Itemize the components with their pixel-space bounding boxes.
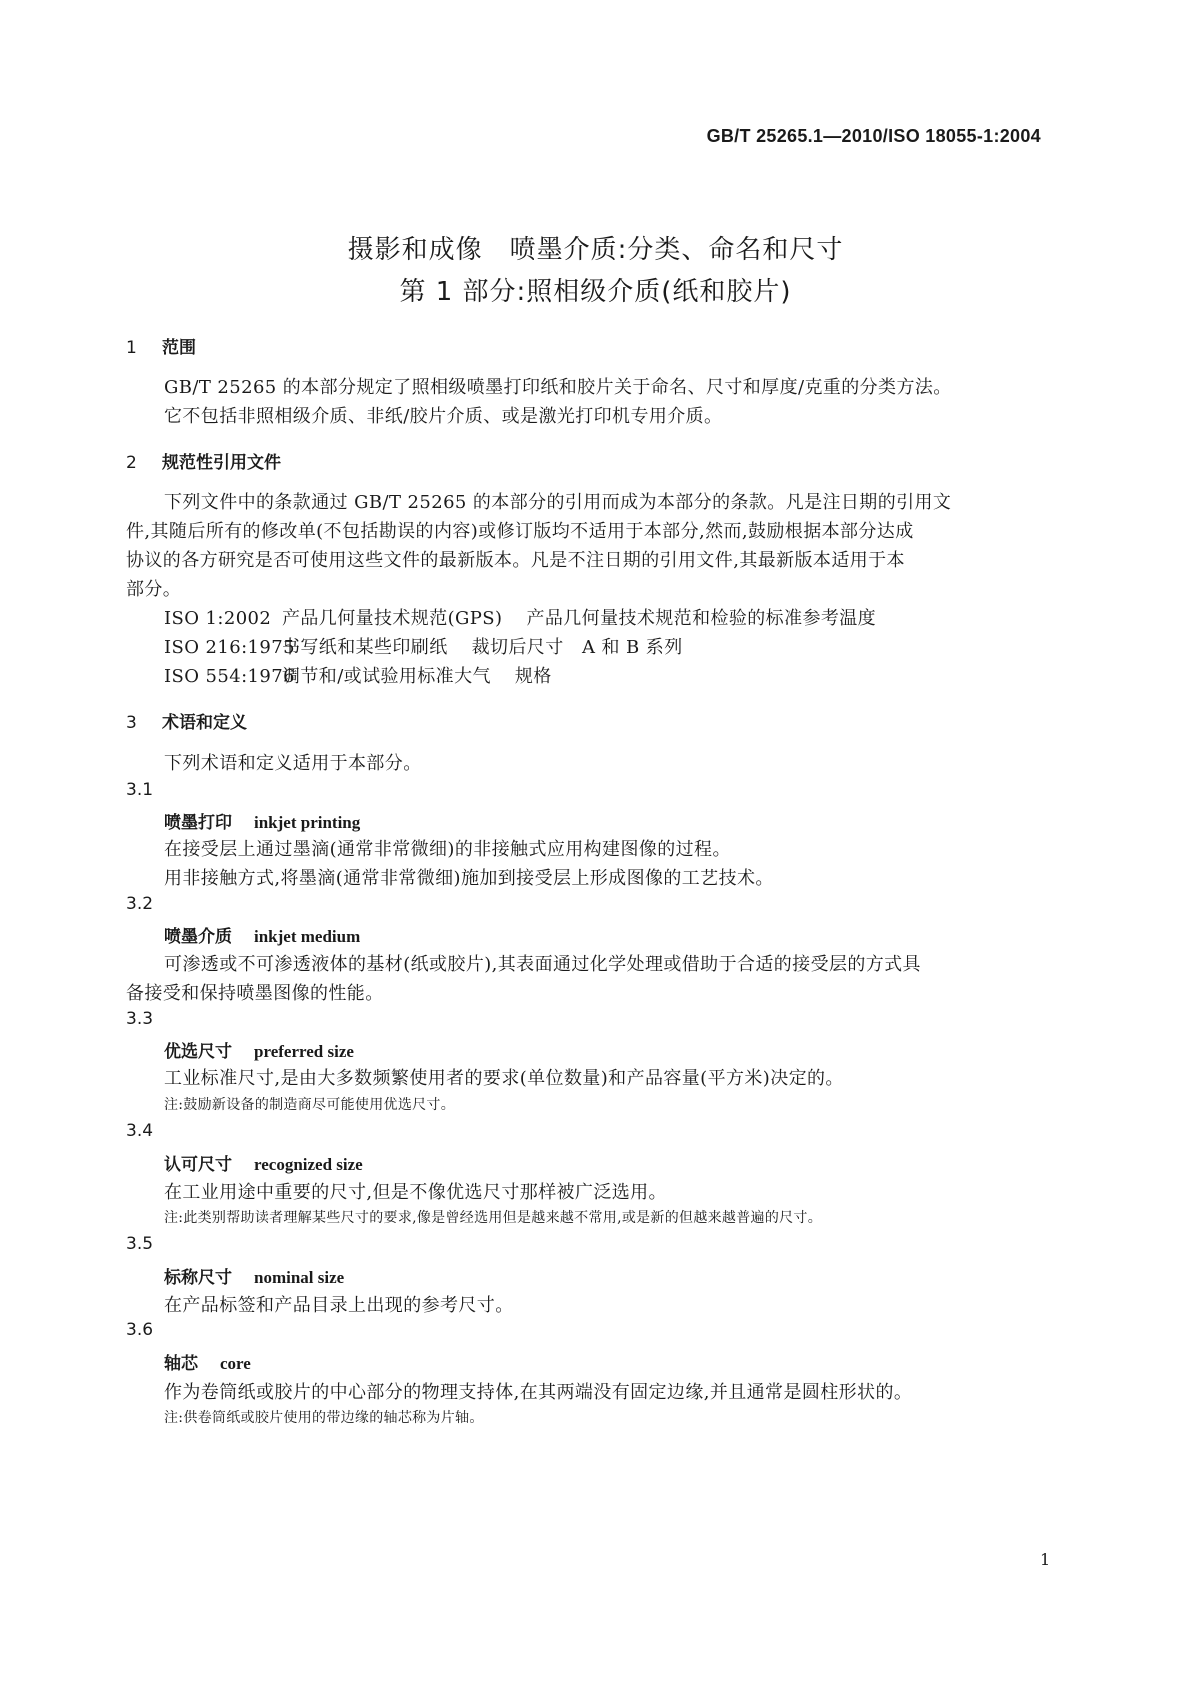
term-english: recognized size xyxy=(254,1155,363,1174)
note: 注:此类别帮助读者理解某些尺寸的要求,像是曾经选用但是越来越不常用,或是新的但越来越普遍的尺寸。 xyxy=(164,1210,823,1226)
term-chinese: 标称尺寸 xyxy=(164,1268,232,1288)
term-english: preferred size xyxy=(254,1042,354,1061)
paragraph-line: 它不包括非照相级介质、非纸/胶片介质、或是激光打印机专用介质。 xyxy=(164,406,723,427)
term-entry xyxy=(164,1150,363,1175)
section-3-heading xyxy=(126,708,247,733)
section-number: 2 xyxy=(126,453,137,473)
paragraph-line: 下列文件中的条款通过 GB/T 25265 的本部分的引用而成为本部分的条款。凡是注日期的引用文 xyxy=(164,492,952,513)
reference-title: 调节和/或试验用标准大气 xyxy=(282,666,491,687)
section-2-heading xyxy=(126,448,281,473)
section-title: 规范性引用文件 xyxy=(162,453,281,473)
term-english: inkjet medium xyxy=(254,927,361,946)
clause-number: 3.1 xyxy=(126,780,154,800)
term-entry xyxy=(164,808,360,833)
term-english: nominal size xyxy=(254,1268,345,1287)
definition-line: 可渗透或不可渗透液体的基材(纸或胶片),其表面通过化学处理或借助于合适的接受层的方式具 xyxy=(164,954,921,975)
section-title: 术语和定义 xyxy=(162,713,247,733)
paragraph-line: 协议的各方研究是否可使用这些文件的最新版本。凡是不注日期的引用文件,其最新版本适用于本 xyxy=(126,550,905,571)
paragraph-line: 部分。 xyxy=(126,579,182,600)
term-entry xyxy=(164,922,360,947)
clause-number: 3.4 xyxy=(126,1121,154,1141)
definition-line: 作为卷筒纸或胶片的中心部分的物理支持体,在其两端没有固定边缘,并且通常是圆柱形状的。 xyxy=(164,1382,913,1403)
definition-line: 工业标准尺寸,是由大多数频繁使用者的要求(单位数量)和产品容量(平方米)决定的。 xyxy=(164,1068,844,1089)
definition-line: 在接受层上通过墨滴(通常非常微细)的非接触式应用构建图像的过程。 xyxy=(164,839,731,860)
section-number: 3 xyxy=(126,713,137,733)
term-chinese: 认可尺寸 xyxy=(164,1155,232,1175)
section-title: 范围 xyxy=(162,338,196,358)
clause-number: 3.2 xyxy=(126,894,154,914)
reference-code: ISO 554:1976 xyxy=(164,666,295,687)
reference-subtitle: 规格 xyxy=(514,666,552,687)
term-chinese: 喷墨介质 xyxy=(164,927,232,947)
term-entry xyxy=(164,1037,354,1062)
reference-title: 产品几何量技术规范(GPS) xyxy=(282,608,503,629)
reference-code: ISO 216:1975 xyxy=(164,637,295,658)
reference-subtitle: 产品几何量技术规范和检验的标准参考温度 xyxy=(526,608,877,629)
term-chinese: 喷墨打印 xyxy=(164,813,232,833)
definition-line: 用非接触方式,将墨滴(通常非常微细)施加到接受层上形成图像的工艺技术。 xyxy=(164,868,774,889)
term-chinese: 优选尺寸 xyxy=(164,1042,232,1062)
title-line-2: 第 1 部分:照相级介质(纸和胶片) xyxy=(399,277,792,307)
reference-item xyxy=(164,633,683,659)
reference-title: 书写纸和某些印刷纸 xyxy=(282,637,448,658)
paragraph-line: 下列术语和定义适用于本部分。 xyxy=(164,753,422,774)
section-number: 1 xyxy=(126,338,137,358)
term-english: inkjet printing xyxy=(254,813,361,832)
clause-number: 3.6 xyxy=(126,1320,154,1340)
clause-number: 3.3 xyxy=(126,1009,154,1029)
reference-code: ISO 1:2002 xyxy=(164,608,272,629)
term-entry xyxy=(164,1349,251,1374)
definition-line: 备接受和保持喷墨图像的性能。 xyxy=(126,983,384,1004)
standard-number: GB/T 25265.1—2010/ISO 18055-1:2004 xyxy=(706,126,1041,146)
term-chinese: 轴芯 xyxy=(164,1354,198,1374)
reference-item xyxy=(164,662,552,688)
paragraph-line: GB/T 25265 的本部分规定了照相级喷墨打印纸和胶片关于命名、尺寸和厚度/克重的分类方法。 xyxy=(164,377,952,398)
title-line-1: 摄影和成像 喷墨介质:分类、命名和尺寸 xyxy=(347,235,844,265)
term-english: core xyxy=(220,1354,251,1373)
reference-subtitle: 裁切后尺寸 A 和 B 系列 xyxy=(471,637,683,658)
page-number: 1 xyxy=(1040,1550,1051,1569)
definition-line: 在工业用途中重要的尺寸,但是不像优选尺寸那样被广泛选用。 xyxy=(164,1182,667,1203)
definition-line: 在产品标签和产品目录上出现的参考尺寸。 xyxy=(164,1295,514,1316)
note: 注:供卷筒纸或胶片使用的带边缘的轴芯称为片轴。 xyxy=(164,1410,484,1426)
note: 注:鼓励新设备的制造商尽可能使用优选尺寸。 xyxy=(164,1097,456,1113)
term-entry xyxy=(164,1263,344,1288)
clause-number: 3.5 xyxy=(126,1234,154,1254)
paragraph-line: 件,其随后所有的修改单(不包括勘误的内容)或修订版均不适用于本部分,然而,鼓励根据本部分达成 xyxy=(126,521,914,542)
section-1-heading xyxy=(126,333,196,358)
reference-item xyxy=(164,604,876,630)
